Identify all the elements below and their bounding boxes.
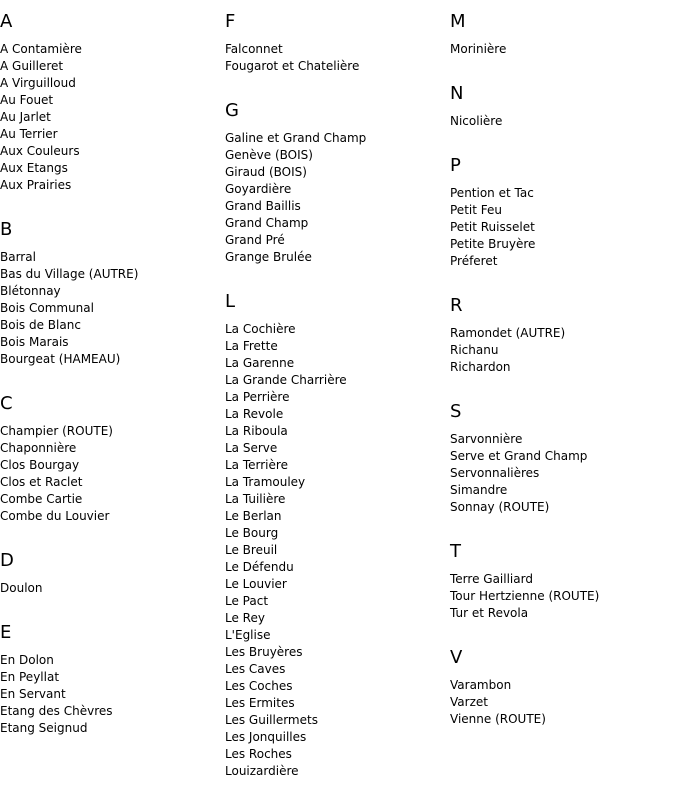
- place-link[interactable]: Genève (BOIS): [225, 148, 313, 162]
- place-list: [450, 677, 675, 728]
- place-link[interactable]: Blétonnay: [0, 284, 61, 298]
- place-link[interactable]: Au Fouet: [0, 93, 54, 107]
- place-link[interactable]: La Frette: [225, 339, 278, 353]
- place-link[interactable]: Morinière: [450, 42, 507, 56]
- place-link[interactable]: Vienne (ROUTE): [450, 712, 546, 726]
- place-link[interactable]: Champier (ROUTE): [0, 424, 113, 438]
- place-link[interactable]: Fougarot et Chatelière: [225, 59, 360, 73]
- place-link[interactable]: Bois Communal: [0, 301, 94, 315]
- place-link[interactable]: Etang des Chèvres: [0, 704, 113, 718]
- place-link[interactable]: Richanu: [450, 343, 499, 357]
- letter-group: [450, 541, 675, 622]
- place-link[interactable]: Petite Bruyère: [450, 237, 536, 251]
- place-link[interactable]: La Tuilière: [225, 492, 286, 506]
- place-link[interactable]: Barral: [0, 250, 36, 264]
- place-link[interactable]: A Contamière: [0, 42, 82, 56]
- place-link[interactable]: Petit Feu: [450, 203, 502, 217]
- place-list: [450, 325, 675, 376]
- place-link[interactable]: La Terrière: [225, 458, 288, 472]
- letter-group: [450, 647, 675, 728]
- place-link[interactable]: Aux Prairies: [0, 178, 72, 192]
- index-column-3: [450, 0, 675, 728]
- letter-group: [450, 83, 675, 130]
- place-link[interactable]: A Guilleret: [0, 59, 64, 73]
- place-list: [225, 41, 450, 75]
- letter-group: [225, 100, 450, 266]
- place-link[interactable]: Préferet: [450, 254, 498, 268]
- place-link[interactable]: Les Guillermets: [225, 713, 318, 727]
- letter-heading: D: [0, 550, 14, 571]
- letter-heading: B: [0, 219, 13, 240]
- place-link[interactable]: Le Rey: [225, 611, 265, 625]
- place-link[interactable]: Louizardière: [225, 764, 299, 778]
- place-list: [225, 321, 450, 780]
- place-link[interactable]: Galine et Grand Champ: [225, 131, 367, 145]
- place-link[interactable]: La Grande Charrière: [225, 373, 347, 387]
- place-link[interactable]: Bourgeat (HAMEAU): [0, 352, 121, 366]
- place-link[interactable]: Servonnalières: [450, 466, 540, 480]
- letter-heading: V: [450, 647, 463, 668]
- letter-group: [450, 295, 675, 376]
- place-link[interactable]: Ramondet (AUTRE): [450, 326, 566, 340]
- letter-heading: P: [450, 155, 461, 176]
- place-link[interactable]: Au Terrier: [0, 127, 58, 141]
- letter-group: [0, 219, 225, 368]
- place-list: [0, 41, 225, 194]
- place-link[interactable]: Sarvonnière: [450, 432, 523, 446]
- place-link[interactable]: En Dolon: [0, 653, 54, 667]
- letter-heading: F: [225, 11, 236, 32]
- place-link[interactable]: La Serve: [225, 441, 278, 455]
- place-link[interactable]: Etang Seignud: [0, 721, 88, 735]
- letter-group: [0, 622, 225, 737]
- place-link[interactable]: Grand Baillis: [225, 199, 301, 213]
- letter-heading: N: [450, 83, 464, 104]
- place-link[interactable]: Goyardière: [225, 182, 292, 196]
- place-link[interactable]: Giraud (BOIS): [225, 165, 307, 179]
- place-link[interactable]: La Perrière: [225, 390, 290, 404]
- place-link[interactable]: Grange Brulée: [225, 250, 312, 264]
- place-list: [225, 130, 450, 266]
- place-link[interactable]: Les Roches: [225, 747, 292, 761]
- place-link[interactable]: Tour Hertzienne (ROUTE): [450, 589, 600, 603]
- letter-heading: T: [450, 541, 461, 562]
- letter-group: [450, 155, 675, 270]
- place-link[interactable]: Falconnet: [225, 42, 283, 56]
- letter-group: [450, 401, 675, 516]
- letter-heading: S: [450, 401, 462, 422]
- place-list: [450, 113, 675, 130]
- letter-group: [0, 11, 225, 194]
- place-link[interactable]: Terre Gailliard: [450, 572, 533, 586]
- place-link[interactable]: Les Jonquilles: [225, 730, 307, 744]
- place-link[interactable]: Aux Etangs: [0, 161, 68, 175]
- place-link[interactable]: Clos et Raclet: [0, 475, 83, 489]
- place-link[interactable]: Sonnay (ROUTE): [450, 500, 550, 514]
- place-list: [0, 580, 225, 597]
- letter-heading: G: [225, 100, 239, 121]
- letter-heading: L: [225, 291, 236, 312]
- index-column-1: [0, 0, 225, 737]
- place-link[interactable]: La Riboula: [225, 424, 288, 438]
- place-link[interactable]: Tur et Revola: [450, 606, 529, 620]
- place-link[interactable]: Les Ermites: [225, 696, 295, 710]
- place-link[interactable]: Le Pact: [225, 594, 269, 608]
- place-link[interactable]: Simandre: [450, 483, 508, 497]
- place-link[interactable]: Richardon: [450, 360, 511, 374]
- place-link[interactable]: Serve et Grand Champ: [450, 449, 588, 463]
- place-link[interactable]: En Peyllat: [0, 670, 60, 684]
- place-link[interactable]: Le Bourg: [225, 526, 279, 540]
- place-list: [450, 41, 675, 58]
- place-link[interactable]: La Revole: [225, 407, 284, 421]
- place-link[interactable]: L'Eglise: [225, 628, 271, 642]
- place-list: [450, 431, 675, 516]
- place-link[interactable]: Grand Pré: [225, 233, 285, 247]
- place-link[interactable]: Le Défendu: [225, 560, 294, 574]
- place-link[interactable]: Les Coches: [225, 679, 293, 693]
- place-list: [0, 652, 225, 737]
- place-link[interactable]: Petit Ruisselet: [450, 220, 535, 234]
- place-link[interactable]: Au Jarlet: [0, 110, 51, 124]
- letter-heading: A: [0, 11, 13, 32]
- place-link[interactable]: Aux Couleurs: [0, 144, 80, 158]
- letter-heading: R: [450, 295, 463, 316]
- letter-heading: C: [0, 393, 13, 414]
- place-link[interactable]: Chaponnière: [0, 441, 77, 455]
- place-link[interactable]: A Virguilloud: [0, 76, 76, 90]
- letter-group: [450, 11, 675, 58]
- place-link[interactable]: Le Berlan: [225, 509, 282, 523]
- place-link[interactable]: Clos Bourgay: [0, 458, 80, 472]
- letter-group: [225, 291, 450, 780]
- place-link[interactable]: La Cochière: [225, 322, 296, 336]
- place-link[interactable]: Le Louvier: [225, 577, 287, 591]
- letter-group: [0, 550, 225, 597]
- place-link[interactable]: Grand Champ: [225, 216, 309, 230]
- place-link[interactable]: Les Caves: [225, 662, 286, 676]
- place-list: [0, 249, 225, 368]
- place-link[interactable]: Pention et Tac: [450, 186, 534, 200]
- place-link[interactable]: Le Breuil: [225, 543, 278, 557]
- place-link[interactable]: Varambon: [450, 678, 512, 692]
- place-link[interactable]: Bas du Village (AUTRE): [0, 267, 139, 281]
- letter-heading: E: [0, 622, 12, 643]
- place-link[interactable]: En Servant: [0, 687, 66, 701]
- letter-group: [0, 393, 225, 525]
- place-link[interactable]: Bois de Blanc: [0, 318, 81, 332]
- place-list: [0, 423, 225, 525]
- place-link[interactable]: Combe du Louvier: [0, 509, 110, 523]
- place-link[interactable]: La Tramouley: [225, 475, 306, 489]
- place-link[interactable]: Les Bruyères: [225, 645, 303, 659]
- place-list: [450, 185, 675, 270]
- letter-group: [225, 11, 450, 75]
- place-list: [450, 571, 675, 622]
- place-link[interactable]: Combe Cartie: [0, 492, 83, 506]
- place-link[interactable]: La Garenne: [225, 356, 295, 370]
- place-link[interactable]: Varzet: [450, 695, 488, 709]
- place-link[interactable]: Doulon: [0, 581, 43, 595]
- index-column-2: [225, 0, 450, 780]
- place-link[interactable]: Bois Marais: [0, 335, 69, 349]
- place-link[interactable]: Nicolière: [450, 114, 503, 128]
- letter-heading: M: [450, 11, 466, 32]
